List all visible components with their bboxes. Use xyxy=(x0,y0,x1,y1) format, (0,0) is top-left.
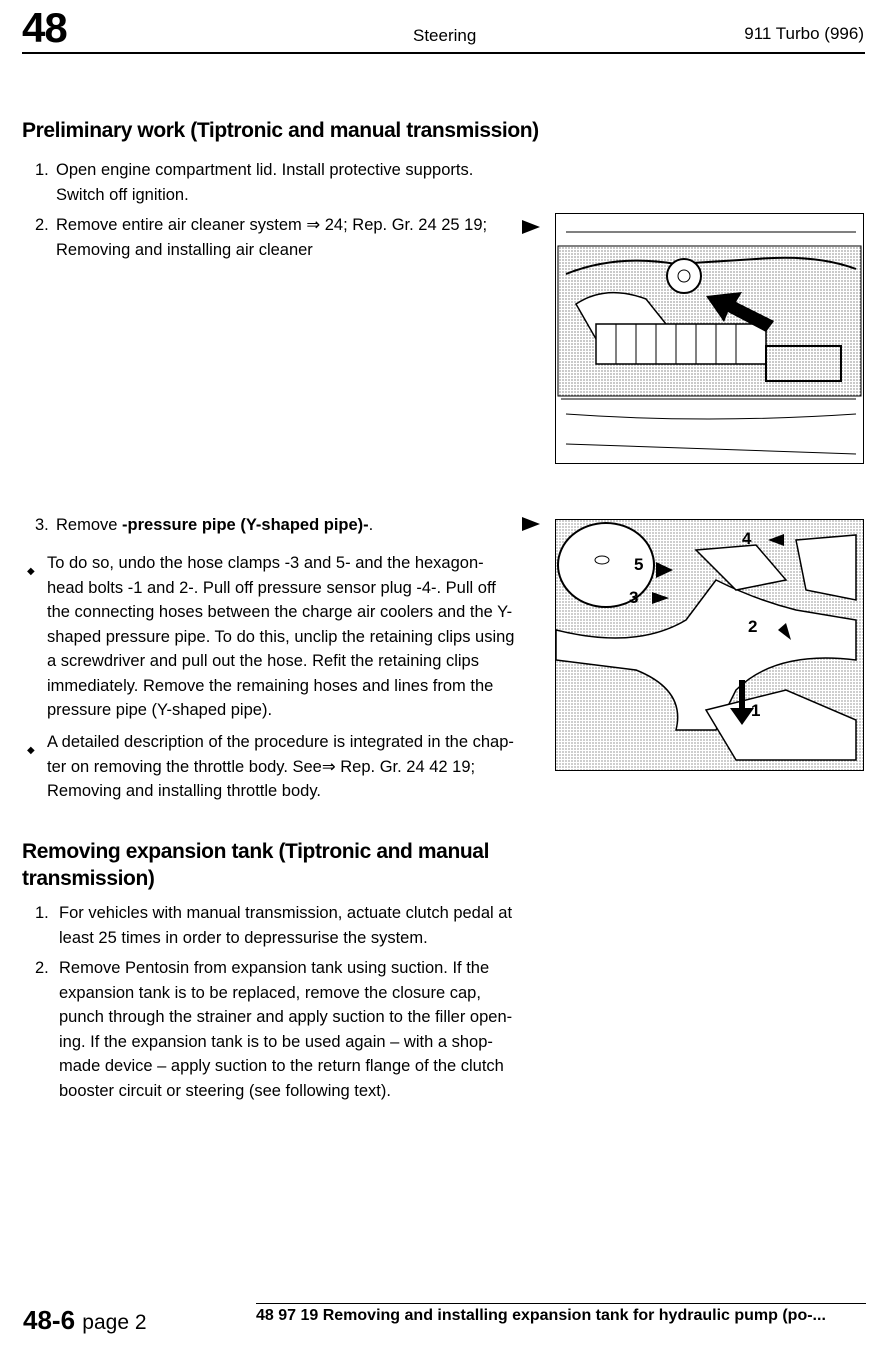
figure-pressure-pipe xyxy=(555,519,864,771)
section-heading-preliminary: Preliminary work (Tiptronic and manual transmission) xyxy=(22,119,539,142)
bullet-icon: ◆ xyxy=(27,566,35,577)
document-title: 48 97 19 Removing and installing expansion tank for hydraulic pump (po-... xyxy=(256,1307,826,1324)
air-cleaner-illustration xyxy=(556,214,863,463)
figure-pointer-icon xyxy=(522,220,540,234)
pressure-pipe-illustration xyxy=(556,520,863,770)
figure-air-cleaner xyxy=(555,213,864,464)
bullet-icon: ◆ xyxy=(27,745,35,756)
header-rule xyxy=(22,52,865,54)
step-line: Removing and installing air cleaner xyxy=(56,240,313,259)
callout-2: 2 xyxy=(748,617,758,636)
callout-3: 3 xyxy=(629,588,639,607)
step-number: 1. xyxy=(35,161,49,179)
chapter-number: 48 xyxy=(22,4,67,51)
page-number: 48-6 page 2 xyxy=(23,1305,147,1335)
section-title: Steering xyxy=(413,26,477,45)
step-number: 2. xyxy=(35,216,49,234)
step-line: Switch off ignition. xyxy=(56,185,189,204)
step-number: 1. xyxy=(35,904,49,922)
step-number: 2. xyxy=(35,959,49,977)
callout-4: 4 xyxy=(742,529,752,548)
part-name: -pressure pipe (Y-shaped pipe)- xyxy=(122,516,369,534)
model-name: 911 Turbo (996) xyxy=(744,24,864,43)
callout-5: 5 xyxy=(634,555,644,574)
step-line: Remove entire air cleaner system ⇒ 24; Rep. Gr. 24 25 19; xyxy=(56,216,488,234)
figure-pointer-icon xyxy=(522,517,540,531)
section-heading-expansion-tank: Removing expansion tank (Tiptronic and manual transmission) xyxy=(22,840,490,890)
callout-1: 1 xyxy=(751,701,761,720)
footer-rule xyxy=(256,1303,866,1304)
step-line: Open engine compartment lid. Install protective supports. xyxy=(56,161,474,179)
step-number: 3. xyxy=(35,516,49,534)
